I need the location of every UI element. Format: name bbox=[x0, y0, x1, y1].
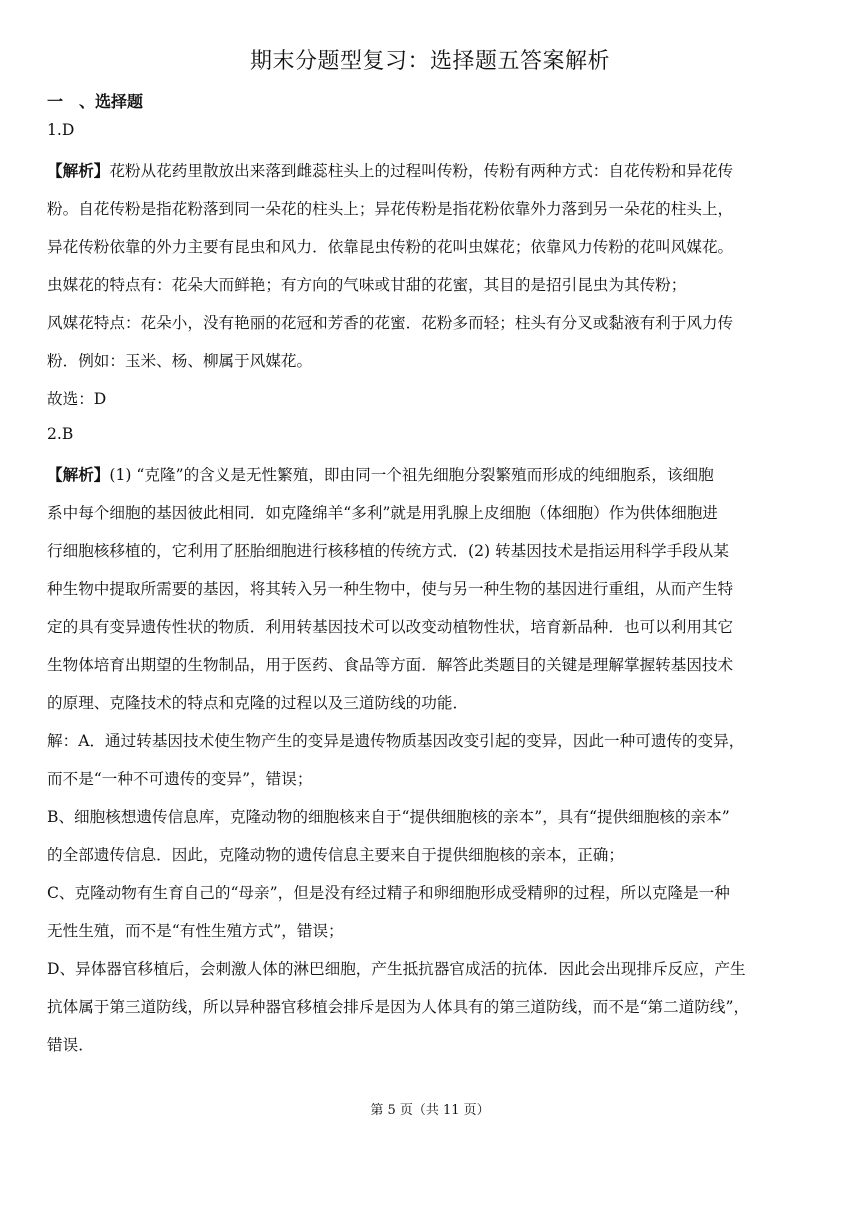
question-1-text-line: 风媒花特点：花朵小，没有艳丽的花冠和芳香的花蜜．花粉多而轻；柱头有分叉或黏液有利于风力传 bbox=[47, 314, 734, 332]
question-1-answer: 故选：D bbox=[47, 390, 107, 408]
analysis-text: (1) “克隆”的含义是无性繁殖，即由同一个祖先细胞分裂繁殖而形成的纯细胞系，该细胞 bbox=[109, 466, 714, 484]
question-2-text-line: 解：A．通过转基因技术使生物产生的变异是遗传物质基因改变引起的变异，因此一种可遗传的变异， bbox=[47, 732, 745, 750]
question-2-text-line: 无性生殖，而不是“有性生殖方式”，错误； bbox=[47, 922, 344, 940]
analysis-label: 【解析】 bbox=[47, 465, 110, 484]
section-heading: 一 、选择题 bbox=[47, 92, 144, 111]
question-2-analysis-line bbox=[47, 463, 827, 485]
analysis-label: 【解析】 bbox=[47, 161, 110, 180]
question-2-text-line: 生物体培育出期望的生物制品，用于医药、食品等方面．解答此类题目的关键是理解掌握转基因技术 bbox=[47, 656, 734, 674]
question-2-text-line: 定的具有变异遗传性状的物质．利用转基因技术可以改变动植物性状，培育新品种．也可以利用其它 bbox=[47, 618, 734, 636]
question-2-text-line: 系中每个细胞的基因彼此相同．如克隆绵羊“多利”就是用乳腺上皮细胞（体细胞）作为供体细胞进 bbox=[47, 504, 718, 522]
analysis-text: 花粉从花药里散放出来落到雌蕊柱头上的过程叫传粉，传粉有两种方式：自花传粉和异花传 bbox=[109, 162, 734, 180]
page-title: 期末分题型复习：选择题五答案解析 bbox=[249, 49, 610, 74]
question-1-analysis-line bbox=[47, 159, 827, 181]
question-2-text-line: 错误． bbox=[47, 1036, 94, 1054]
question-1-text-line: 异花传粉依靠的外力主要有昆虫和风力．依靠昆虫传粉的花叫虫媒花；依靠风力传粉的花叫风媒花。 bbox=[47, 238, 734, 256]
question-1-text-line: 虫媒花的特点有：花朵大而鲜艳；有方向的气味或甘甜的花蜜，其目的是招引昆虫为其传粉； bbox=[47, 276, 687, 294]
question-2-text-line: 的原理、克隆技术的特点和克隆的过程以及三道防线的功能． bbox=[47, 694, 469, 712]
question-2-text-line: 的全部遗传信息．因此，克隆动物的遗传信息主要来自于提供细胞核的亲本，正确； bbox=[47, 846, 624, 864]
question-2-text-line: 种生物中提取所需要的基因，将其转入另一种生物中，使与另一种生物的基因进行重组，从而产生特 bbox=[47, 580, 734, 598]
question-2-text-line: C、克隆动物有生育自己的“母亲”，但是没有经过精子和卵细胞形成受精卵的过程，所以克隆是一种 bbox=[47, 884, 730, 902]
question-2-text-line: B、细胞核想遗传信息库，克隆动物的细胞核来自于“提供细胞核的亲本”，具有“提供细胞核的亲本” bbox=[47, 808, 730, 826]
question-2-number: 2.B bbox=[47, 425, 74, 443]
question-1-number: 1.D bbox=[47, 121, 75, 139]
question-2-text-line: D、异体器官移植后，会刺激人体的淋巴细胞，产生抵抗器官成活的抗体．因此会出现排斥反应，产生 bbox=[47, 960, 746, 978]
question-2-text-line: 抗体属于第三道防线，所以异种器官移植会排斥是因为人体具有的第三道防线，而不是“第二道防线”， bbox=[47, 998, 750, 1016]
question-2-text-line: 行细胞核移植的，它利用了胚胎细胞进行核移植的传统方式．(2) 转基因技术是指运用科学手段从某 bbox=[47, 542, 729, 560]
page-footer: 第 5 页（共 11 页） bbox=[370, 1103, 490, 1118]
question-1-text-line: 粉。自花传粉是指花粉落到同一朵花的柱头上；异花传粉是指花粉依靠外力落到另一朵花的柱头上， bbox=[47, 200, 734, 218]
question-2-text-line: 而不是“一种不可遗传的变异”，错误； bbox=[47, 770, 313, 788]
question-1-text-line: 粉．例如：玉米、杨、柳属于风媒花。 bbox=[47, 352, 313, 370]
